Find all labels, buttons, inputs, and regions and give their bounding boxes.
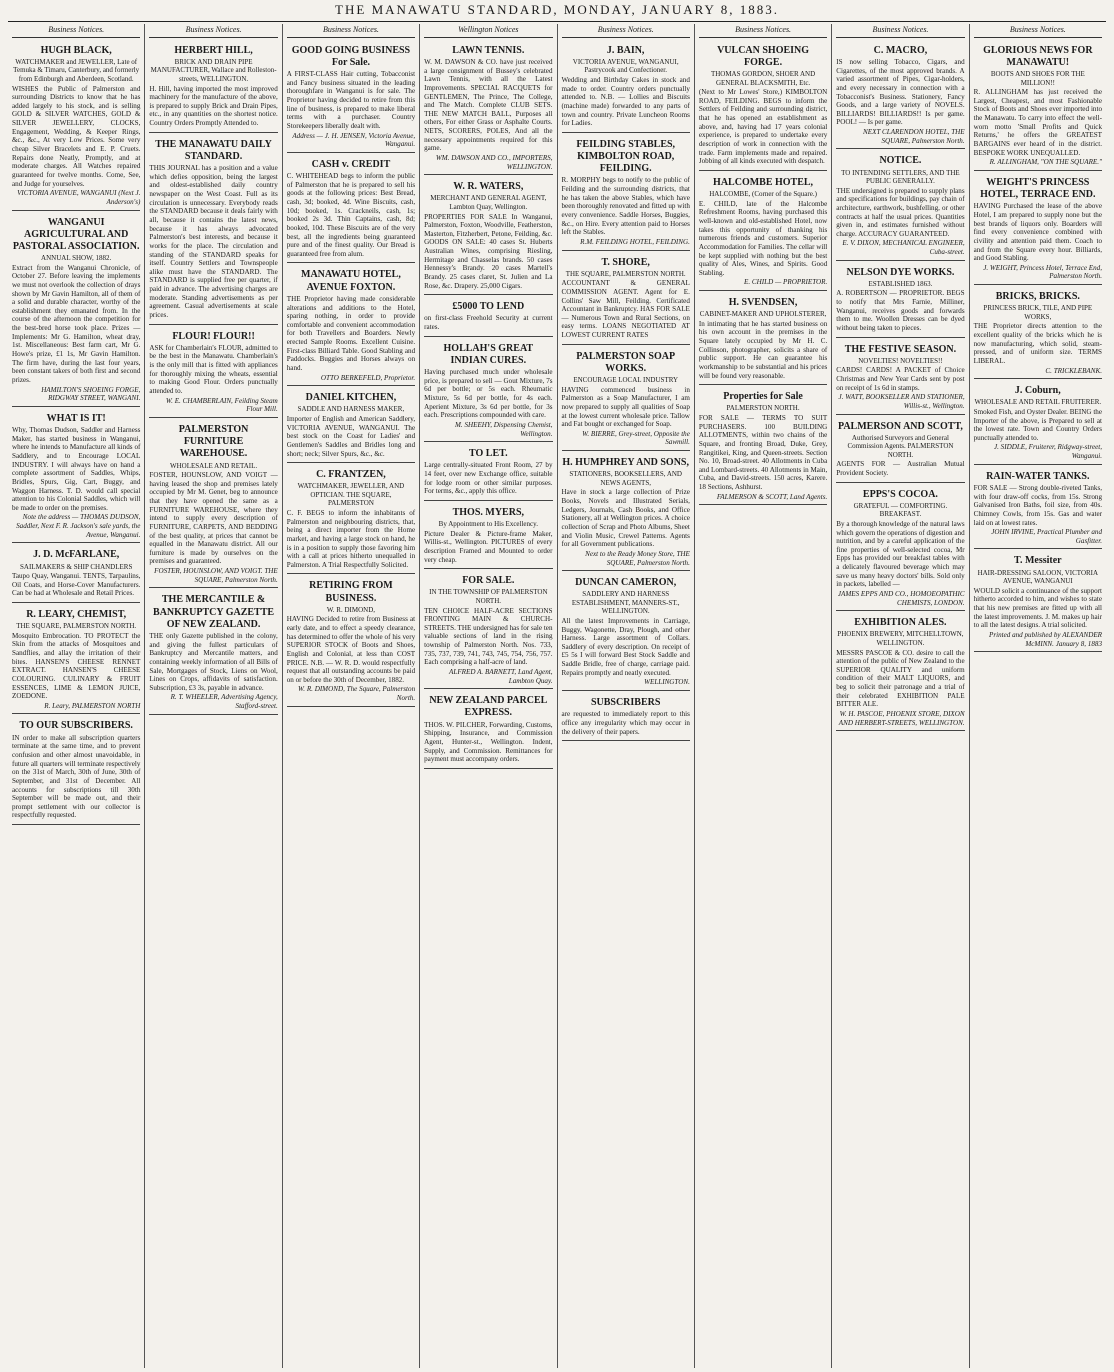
column-header: Wellington Notices xyxy=(424,24,552,38)
ad-signature: E. CHILD — PROPRIETOR. xyxy=(744,278,828,287)
ad-body: on first-class Freehold Security at current rates. xyxy=(424,314,553,332)
ad-title: TO LET. xyxy=(469,448,508,460)
advertisement xyxy=(12,605,140,714)
ad-signature: R. ALLINGHAM, "ON THE SQUARE." xyxy=(989,158,1102,167)
ad-subtitle: THOMAS GORDON, SHOER AND GENERAL BLACKSMITH, Etc. xyxy=(710,70,816,87)
ad-signature: ALFRED A. BARNETT, Land Agent, Lambton Quay. xyxy=(449,668,553,685)
ad-body: THE only Gazette published in the colony, and giving the fullest particulars of Bankruptcy and Mercantile matters, and containing weekly information of all Bills of Sale, Mortgages of Stock, Liens on Wool, Lines on Crops, affidavits of satisfaction. Subscription, £3 3s, payable in advance. xyxy=(149,631,278,692)
ad-body: WOULD solicit a continuance of the support hitherto accorded to him, and wishes to state that his new premises are fitted up with all the latest improvements. J. M. makes up hair to all the latest designs. A trial solicited. xyxy=(973,586,1102,630)
ad-title: RAIN-WATER TANKS. xyxy=(986,470,1090,482)
advertisement xyxy=(836,613,964,731)
ad-signature: Next to the Ready Money Store, THE SQUARE, Palmerston North. xyxy=(585,549,690,567)
ad-signature: JAMES EPPS AND CO., HOMOEOPATHIC CHEMISTS, LONDON. xyxy=(837,590,965,607)
ad-title: TO OUR SUBSCRIBERS. xyxy=(19,720,133,732)
advertisement xyxy=(974,287,1102,379)
ad-title: SUBSCRIBERS xyxy=(590,697,661,709)
ad-body: In intimating that he has started business on his own account in the premises in the Square lately occupied by Mr H. C. Collinson, photographer, solicits a share of public support. He can guarantee his workmanship to be substantial and his prices will be found very reasonable. xyxy=(698,319,828,380)
column-1 xyxy=(8,24,144,1368)
ad-body: FOR SALE — Strong double-riveted Tanks, with four draw-off cocks, from 15s. Strong Galvanised Iron Baths, foil size, from 40s. Chimney Cowls, from 15s. Gas and water laid on at lowest rates. xyxy=(973,483,1102,527)
ad-title: DANIEL KITCHEN, xyxy=(305,392,397,404)
ad-title: WANGANUI AGRICULTURAL AND PASTORAL ASSOCIATION. xyxy=(12,216,140,252)
ad-body: R. ALLINGHAM has just received the Largest, Cheapest, and most Fashionable Stock of Boots and Shoes ever imported into the Manawatu. To carry into effect the well-worn motto 'Small Profits and Quick Returns,' he offers the GREATEST BARGAINS ever heard of in the district. BESPOKE WORK UNEQUALLED. xyxy=(973,88,1102,157)
ad-body: IS now selling Tobacco, Cigars, and Cigarettes, of the most approved brands. A varied assortment of Pipes, Cigar-holders, and every necessary in connection with a Tobacconist's Business. Stationery, Fancy Goods, and a large variety of NOVELS. BILLIARDS! BILLIARDS!! Is per game. POOL! — Is per game. xyxy=(836,57,965,127)
masthead-rule xyxy=(8,21,1106,22)
ad-signature: VICTORIA AVENUE, WANGANUI (Next J. Anderson's) xyxy=(17,189,141,206)
advertisement xyxy=(424,571,552,689)
advertisement xyxy=(424,339,552,443)
advertisement xyxy=(287,265,415,386)
ad-title: FLOUR! FLOUR!! xyxy=(172,330,255,342)
ad-subtitle: HALCOMBE, (Corner of the Square.) xyxy=(709,190,817,199)
ad-body: A. ROBERTSON — PROPRIETOR. BEGS to notify that Mrs Farnie, Milliner, Wanganui, receives goods and forwards them to me. Woollen Dresses can be dyed without being taken to pieces. xyxy=(836,289,965,332)
ad-body: C. WHITEHEAD begs to inform the public of Palmerston that he is prepared to sell his goods at the following prices: Best Bread, cash, 3d; booked, 4d. Wine Biscuits, cash, 10d; booked, 1s. Crackneils, cash, 1s; booked 2s 3d. Thin Captains, cash, 8d; booked, 10d. These Biscuits are of the very best, all the ingredients being guaranteed pure and of the finest quality. Our Bread is guaranteed free from alum. xyxy=(286,172,416,258)
ad-subtitle: By Appointment to His Excellency. xyxy=(438,520,538,529)
ad-title: H. SVENDSEN, xyxy=(728,297,798,309)
ad-signature: J. WATT, BOOKSELLER AND STATIONER, Willis-st., Wellington. xyxy=(838,393,965,410)
ad-subtitle: VICTORIA AVENUE, WANGANUI, Pastrycook and Confectioner. xyxy=(572,57,679,75)
ad-signature: HAMILTON'S SHOEING FORGE, RIDGWAY STREET, WANGANI. xyxy=(41,385,141,403)
column-6 xyxy=(694,24,831,1368)
ad-body: THE Proprietor directs attention to the excellent quality of the bricks which he is now manufacturing, which solid, steam-pressed, and of uniform size. TERMS LIBERAL. xyxy=(973,322,1102,365)
ad-title: VULCAN SHOEING FORGE. xyxy=(717,44,810,68)
ad-title: Properties for Sale xyxy=(723,391,803,403)
ad-body: Having purchased much under wholesale price, is prepared to sell — Gout Mixture, 7s 6d per bottle; or 5s each. Rheumatic Mixture, 5s 6d per bottle, for 4s each. Aperient Mixture, 3s 6d per bottle, for 3s each. Prescriptions compounded with care. xyxy=(424,368,553,420)
ad-title: GOOD GOING BUSINESS For Sale. xyxy=(291,44,411,68)
advertisement xyxy=(149,420,277,588)
ad-subtitle: BRICK AND DRAIN PIPE MANUFACTURER, Wallace and Rolleston-streets, WELLINGTON. xyxy=(150,57,277,83)
ad-subtitle: GRATEFUL — COMFORTING. BREAKFAST. xyxy=(853,501,948,519)
ad-title: THE MERCANTILE & BANKRUPTCY GAZETTE OF NEW ZEALAND. xyxy=(153,594,275,630)
column-header: Business Notices. xyxy=(12,24,140,38)
ad-title: WHAT IS IT! xyxy=(46,412,106,424)
column-header: Business Notices. xyxy=(287,24,415,38)
ad-title: HERBERT HILL, xyxy=(174,44,253,56)
advertisement xyxy=(836,485,964,612)
ad-subtitle: SAILMAKERS & SHIP CHANDLERS xyxy=(20,562,133,571)
advertisement xyxy=(149,590,277,714)
ad-subtitle: THE SQUARE, PALMERSTON NORTH. xyxy=(565,269,686,278)
ad-body: HAVING commenced business in Palmerston as a Soap Manufacturer, I am now prepared to supply all qualities of Soap at the lowest current wholesale price. Tallow and Fat bought or exchanged for Soap. xyxy=(561,385,690,429)
ad-subtitle: MERCHANT AND GENERAL AGENT, Lambton Quay, Wellington. xyxy=(430,194,547,211)
ad-signature: W. R. DIMOND, The Square, Palmerston North. xyxy=(298,685,416,703)
advertisement xyxy=(12,545,140,603)
ad-signature: W. BIERRE, Grey-street, Opposite the Sawmill. xyxy=(582,429,690,447)
ad-body: By a thorough knowledge of the natural laws which govern the operations of digestion and nutrition, and by a careful application of the fine properties of well-selected cocoa, Mr Epps has provided our breakfast tables with a delicately flavoured beverage which may save us many heavy doctors' bills. Sold only in packets, labelled — xyxy=(836,519,965,589)
ad-signature: Address — J. H. JENSEN, Victoria Avenue, Wanganui. xyxy=(292,131,416,149)
ad-body: Importer of English and American Saddlery, VICTORIA AVENUE, WANGANUI. The best stock on the Coast for Ladies' and Gentlemen's Saddles and Bridles long and short; neck; Silver Spurs, &c., &c. xyxy=(286,414,416,458)
ad-body: THOS. W. PILCHER, Forwarding, Customs, Shipping, Insurance, and Commission Agent, Hunter-st., Wellington. Indent, Supply, and Commission. Remittances for payment must accompany orders. xyxy=(424,720,553,764)
ad-title: GLORIOUS NEWS FOR MANAWATU! xyxy=(983,44,1093,68)
ad-title: FOR SALE. xyxy=(462,575,515,587)
ad-signature: J. SIDDLE, Fruiterer, Ridgway-street, Wanganui. xyxy=(993,443,1102,461)
ad-subtitle: PALMERSTON NORTH. xyxy=(726,404,800,413)
ad-signature: M. SHEEHY, Dispensing Chemist, Wellington. xyxy=(455,420,553,438)
ad-signature: NEXT CLARENDON HOTEL, THE SQUARE, Palmerston North. xyxy=(863,128,965,145)
ad-title: NELSON DYE WORKS. xyxy=(846,266,955,278)
ad-title: DUNCAN CAMERON, xyxy=(575,577,677,589)
ad-title: T. Messiter xyxy=(1014,555,1062,567)
ad-body: Why, Thomas Dudson, Saddler and Harness Maker, has started business in Wanganui, where he intends to Manufacture all kinds of Saddlery, and to Encourage LOCAL INDUSTRY. I will always have on hand a complete assortment of Saddles, Whips, Bridles, Spurs, Gig, Cart, Buggy, and Waggon Harness. T. D. would call special attention to his Colonial Saddles, which will be made to order on the premises. xyxy=(12,426,141,512)
ad-title: J. D. McFARLANE, xyxy=(33,549,120,561)
advertisement xyxy=(699,387,827,505)
ad-title: PALMERSTON SOAP WORKS. xyxy=(576,350,676,374)
advertisement xyxy=(424,691,552,769)
ad-title: C. MACRO, xyxy=(873,44,928,56)
ad-signature: R. T. WHEELER, Advertising Agency, Stafford-street. xyxy=(170,693,278,711)
ad-body: MESSRS PASCOE & CO. desire to call the attention of the public of New Zealand to the SUPERIOR QUALITY and uniform condition of their MALT LIQUORS, and beg to solicit their patronage and a trial of their celebrated EXHIBITION PALE BITTER ALE. xyxy=(836,648,965,709)
ad-signature: E. V. DIXON, MECHANICAL ENGINEER, Cuba-street. xyxy=(842,239,965,257)
ad-body: THIS JOURNAL has a position and a value which defies opposition, being the largest and oldest-established daily country newspaper on the West Coast. Full as its circulation is unnecessary. Everybody reads the STANDARD because it deals fairly with all, because it contains the latest news, because it has always advocated Palmerston's best interests, and because it works for the place. The circulation and standing of the STANDARD speaks for itself. Country Settlers and Townspeople alike must have the STANDARD. The STANDARD is supplied free per quarter, if paid in advance. The advertising charges are moderate. Standing advertisements as per agreement. Casual advertisements at scale prices. xyxy=(149,164,278,319)
ad-body: E. CHILD, late of the Halcombe Refreshment Rooms, having purchased this well-known and old-established Hotel, now takes this opportunity of thanking his numerous friends and customers. Superior Accommodation for Families. The cellar will be kept supplied with nothing but the best quality of Ales, Wines, and Spirits. Good Stabling. xyxy=(698,199,828,277)
advertisement xyxy=(699,293,827,385)
advertisement xyxy=(699,173,827,291)
ad-subtitle: Authorised Surveyors and General Commission Agents. PALMERSTON NORTH. xyxy=(847,433,954,459)
ad-signature: WELLINGTON. xyxy=(644,678,690,687)
ad-title: PALMERSON AND SCOTT, xyxy=(837,420,963,432)
advertisement xyxy=(424,41,552,176)
ad-title: C. FRANTZEN, xyxy=(316,469,386,481)
ad-title: RETIRING FROM BUSINESS. xyxy=(309,580,393,604)
column-header: Business Notices. xyxy=(836,24,964,38)
advertisement xyxy=(287,576,415,706)
ad-title: W. R. WATERS, xyxy=(453,181,524,193)
advertisement xyxy=(149,41,277,133)
ad-subtitle: WATCHMAKER and JEWELLER, Late of Temuka & Timaru, Canterbury, and formerly from Edinburgh and Aberdeen, Scotland. xyxy=(13,57,140,83)
ad-subtitle: CABINET-MAKER AND UPHOLSTERER, xyxy=(699,310,827,319)
advertisement xyxy=(562,693,690,741)
ad-title: EXHIBITION ALES. xyxy=(854,617,947,629)
advertisement xyxy=(562,573,690,691)
column-2 xyxy=(144,24,281,1368)
column-3 xyxy=(282,24,419,1368)
ad-subtitle: THE SQUARE, PALMERSTON NORTH. xyxy=(16,622,137,631)
ad-subtitle: ANNUAL SHOW, 1882. xyxy=(41,254,112,263)
advertisement xyxy=(562,253,690,345)
ad-body: FOR SALE — TERMS TO SUIT PURCHASERS. 100 BUILDING ALLOTMENTS, within two chains of the Square, and fronting Broad, Duke, Grey, Rangitikei, King, and Queen-streets. Section No. 10, Broad-street. 40 Allotments in Cuba and Lombard-streets. 40 Allotments in Main, Cuba, and David-streets. 150 acres, Karere. 18 Sections, Ashhurst. xyxy=(698,414,828,492)
advertisement xyxy=(287,41,415,153)
column-header: Business Notices. xyxy=(699,24,827,38)
ad-subtitle: SADDLERY AND HARNESS ESTABLISHMENT, MANNERS-ST., WELLINGTON. xyxy=(571,590,680,616)
ad-body: Large centrally-situated Front Room, 27 by 14 feet, over new Exchange office, suitable for lodge room or other similar purposes. For terms, &c., apply this office. xyxy=(424,461,553,496)
advertisement xyxy=(974,467,1102,550)
ad-body: CARDS! CARDS! A PACKET of Choice Christmas and New Year Cards sent by post on receipt of 1s 6d in stamps. xyxy=(836,366,965,392)
ad-subtitle: STATIONERS, BOOKSELLERS, AND NEWS AGENTS, xyxy=(569,470,682,487)
advertisement xyxy=(424,503,552,569)
advertisement xyxy=(836,263,964,338)
advertisement xyxy=(287,388,415,463)
ad-title: PALMERSTON FURNITURE WAREHOUSE. xyxy=(178,423,249,460)
ad-body: TEN CHOICE HALF-ACRE SECTIONS FRONTING MAIN & CHURCH-STREETS. THE undersigned has for sale ten valuable sections of land in the rising township of Palmerston North. Nos. 733, 735, 737, 739, 741, 743, 745, 754, 756, 757. Each comprising a half-acre of land. xyxy=(424,606,553,667)
advertisement xyxy=(974,41,1102,171)
ad-title: R. LEARY, CHEMIST, xyxy=(26,609,127,620)
ad-signature: J. WEIGHT, Princess Hotel, Terrace End, Palmerston North. xyxy=(983,263,1102,281)
ad-signature: W. E. CHAMBERLAIN, Feilding Steam Flour Mill. xyxy=(165,396,278,414)
advertisement xyxy=(974,381,1102,465)
ad-body: are requested to immediately report to this office any irregularity which may occur in the delivery of their papers. xyxy=(561,710,690,736)
ad-signature: FALMERSON & SCOTT, Land Agents. xyxy=(716,492,828,501)
ad-signature: OTTO BERKEFELD, Proprietor. xyxy=(320,373,416,382)
ad-subtitle: WHOLESALE AND RETAIL. xyxy=(170,461,258,470)
advertisement xyxy=(836,417,964,483)
ad-body: THE Proprietor having made considerable alterations and additions to the Hotel, sparing nothing, in order to provide comfortable and convenient accommodation for both Travellers and Boarders. Newly erected Sample Rooms. Excellent Cuisine. First-class Billiard Table. Good Stabling and Paddocks. Buggies and Horses always on hand. xyxy=(286,294,416,372)
ad-subtitle: IN THE TOWNSHIP OF PALMERSTON NORTH. xyxy=(429,588,548,605)
ad-title: NOTICE. xyxy=(879,155,922,167)
ad-body: Wedding and Birthday Cakes in stock and made to order. Country orders punctually attended to. N.B. — Lollies and Biscuits (machine made) forwarded to any parts of town and country. Private Luncheon Rooms for Ladies. xyxy=(561,76,690,128)
ad-subtitle: PRINCESS BRICK, TILE, AND PIPE WORKS, xyxy=(983,304,1093,321)
ad-title: HALCOMBE HOTEL, xyxy=(713,176,814,188)
advertisement xyxy=(287,155,415,264)
ad-subtitle: WHOLESALE AND RETAIL FRUITERER. xyxy=(974,398,1102,407)
ad-body: R. MORPHY begs to notify to the public of Feilding and the surrounding districts, that he has taken the above Stables, which have been thoroughly renovated and fitted up with every convenience. Saddle Horses, Buggies, &c., on Hire. Every attention paid to Horses left the Stables. xyxy=(561,176,690,237)
column-header: Business Notices. xyxy=(974,24,1102,38)
column-header: Business Notices. xyxy=(562,24,690,38)
ad-body: HAVING Decided to retire from Business at early date, and to effect a speedy clearance, has determined to offer the whole of his very SUPERIOR STOCK of Boots and Shoes, English and Colonial, at less than COST PRICE. N.B. — W. R. D. would respectfully request that all outstanding accounts be paid on or before the 30th of December, 1882. xyxy=(286,615,416,684)
column-header: Business Notices. xyxy=(149,24,277,38)
ad-body: Taupo Quay, Wanganui. TENTS, Tarpaulins, Oil Coats, and Horse-Cover Manufacturers. Can be had at Wholesale and Retail Prices. xyxy=(12,572,141,598)
ad-body: C. F. BEGS to inform the inhabitants of Palmerston and neighbouring districts, that, being a direct importer from the Home market, and having a large stock on hand, he is in a position to supply those favoring him with a call at prices hitherto unequalled in Palmerston. A Trial Respectfully Solicited. xyxy=(286,508,416,569)
advertisement xyxy=(12,41,140,211)
column-8 xyxy=(969,24,1106,1368)
ad-subtitle: BOOTS AND SHOES FOR THE MILLION!! xyxy=(990,70,1085,87)
ad-signature: JOHN IRVINE, Practical Plumber and Gasfitter. xyxy=(991,528,1102,545)
newspaper-columns xyxy=(8,24,1106,1368)
ad-signature: R. Leary, PALMERSTON NORTH xyxy=(44,701,141,710)
ad-body: AGENTS FOR — Australian Mutual Provident Society. xyxy=(836,460,965,477)
ad-title: EPPS'S COCOA. xyxy=(862,488,938,500)
ad-signature: C. TRICKLEBANK. xyxy=(1045,366,1102,375)
ad-signature: FOSTER, HOUNSLOW, AND VOIGT. THE SQUARE, Palmerston North. xyxy=(154,567,278,584)
ad-signature: Note the address — THOMAS DUDSON, Saddler, Next F. R. Jackson's sale yards, the Avenue, Wanganui. xyxy=(16,513,141,539)
ad-title: T. SHORE, xyxy=(601,256,650,268)
ad-signature: R.M. FEILDING HOTEL, FEILDING. xyxy=(580,237,690,246)
advertisement xyxy=(149,327,277,418)
advertisement xyxy=(12,716,140,825)
ad-body: A FIRST-CLASS Hair cutting, Tobacconist and Fancy business situated in the leading thoroughfare in Wanganui is for sale. The Proprietor having decided to retire from this line of business, is prepared to make liberal terms with a purchaser. Country Storekeepers liberally dealt with. xyxy=(286,70,416,130)
ad-body: (Next to Mr Lowes' Store,) KIMBOLTON ROAD, FEILDING. BEGS to inform the Settlers of Feilding and surrounding district, that he has opened an establishment as above, and, having had 17 years colonial experience, is prepared to undertake every description of work in connection with the trade. Farm implements made and repaired. Jobbing of all kinds executed with despatch. xyxy=(698,88,828,166)
advertisement xyxy=(974,551,1102,652)
ad-body: THE undersigned is prepared to supply plans and specifications for buildings, pay chain of architecture, earthwork, bushfelling, or other contracts at half the usual prices. Quantities given in, and estimates furnished without charge. ACCURACY GUARANTEED. xyxy=(836,186,965,238)
ad-title: THE MANAWATU DAILY STANDARD. xyxy=(155,138,272,162)
ad-title: £5000 TO LEND xyxy=(452,301,525,313)
advertisement xyxy=(424,177,552,295)
ad-title: J. BAIN, xyxy=(606,44,645,56)
ad-title: WEIGHT'S PRINCESS HOTEL, TERRACE END. xyxy=(980,176,1096,201)
column-4 xyxy=(419,24,556,1368)
ad-subtitle: ESTABLISHED 1863. xyxy=(868,279,933,288)
ad-title: THOS. MYERS, xyxy=(452,507,525,518)
ad-body: Mosquito Embrocation. TO PROTECT the Skin from the attacks of Mosquitoes and Sandflies, and allay the irritation of their bites. HANSEN'S CHEESE RENNET EXTRACT. HANSEN'S CHEESE COLOURING. CULINARY & FRUIT ESSENCES, LIME & LEMON JUICE, ZOEDONE. xyxy=(12,631,141,701)
ad-body: W. M. DAWSON & CO. have just received a large consignment of Bussey's celebrated Lawn Tennis, with all the Latest Improvements. SPECIAL RACQUETS for GENTLEMEN, The Prince, The College, and The Match. Complete CLUB SETS. THE NEW MATCH BALL, Purposes all others, For either Grass or Asphalte Courts. NETS, SCORERS, POLES, And all the necessary appointments required for this game. xyxy=(424,57,553,153)
ad-body: ASK for Chamberlain's FLOUR, admitted to be the best in the Manawatu. Chamberlain's is the only mill that is fitted with appliances for thoroughly mixing the wheats, essential to making Good Flour. Orders punctually attended to. xyxy=(149,343,278,396)
ad-body: HAVING Purchased the lease of the above Hotel, I am prepared to supply none but the best brands of liquors only. Boarders will find every convenience combined with civility and attention paid them. Coach to and from the Square every hour. Billiards, and Good Stabling. xyxy=(973,202,1102,263)
ad-body: FOSTER, HOUNSLOW, AND VOIGT — having leased the shop and premises lately occupied by Mr M. Genet, beg to announce that they have opened the same as a FURNITURE WAREHOUSE, where they intend to supply every description of FURNITURE, CARPETS, AND BEDDING of the best quality, at prices that cannot be equalled in the Manawatu district. All our furniture is made by ourselves on the premises and guaranteed. xyxy=(149,471,278,566)
ad-title: H. HUMPHREY AND SONS, xyxy=(562,457,689,469)
ad-title: THE FESTIVE SEASON. xyxy=(844,343,957,355)
ad-body: H. Hill, having imported the most improved machinery for the manufacture of the above, is prepared to supply Brick and Drain Pipes, etc., in any quantities on the shortest notice. Country Orders Promptly Attended to. xyxy=(149,84,278,128)
masthead: THE MANAWATU STANDARD, MONDAY, JANUARY 8, 1883. xyxy=(335,2,779,17)
ad-subtitle: WATCHMAKER, JEWELLER, AND OPTICIAN. THE SQUARE, PALMERSTON xyxy=(297,482,405,508)
ad-title: HUGH BLACK, xyxy=(40,44,112,56)
advertisement xyxy=(12,213,140,407)
ad-subtitle: TO INTENDING SETTLERS, AND THE PUBLIC GENERALLY. xyxy=(841,168,960,186)
ad-title: FEILDING STABLES, KIMBOLTON ROAD, FEILDING. xyxy=(576,138,676,175)
ad-title: CASH v. CREDIT xyxy=(311,158,391,170)
ad-body: WISHES the Public of Palmerston and surrounding Districts to know that he has added largely to his stock, and is selling GOLD & SILVER WATCHES, GOLD & SILVER JEWELLERY, CLOCKS, Engagement, Wedding, & Keeper Rings, &c., &c., At very Low Prices. Some very cheap Silver Bracelets and E. P. Cruets. Repairs done Neatly, Promptly, and at moderate charges. All Watches repaired guaranteed for twelve months. Come, See, and Judge for yourselves. xyxy=(12,84,141,188)
ad-subtitle: SADDLE AND HARNESS MAKER, xyxy=(297,405,405,414)
ad-subtitle: PHOENIX BREWERY, MITCHELLTOWN, WELLINGTON. xyxy=(837,630,964,647)
ad-body: All the latest Improvements in Carriage, Buggy, Wagonette, Dray, Plough, and other Harness. Large assortment of Collars. Saddlery of every description. On receipt of £5 5s I will forward Best Stock Saddle and Saddle Bridle, free of charge, carriage paid. Repairs promptly and neatly executed. xyxy=(561,616,690,677)
ad-title: BRICKS, BRICKS. xyxy=(995,291,1080,303)
ad-title: LAWN TENNIS. xyxy=(452,44,525,56)
ad-body: IN order to make all subscription quarters terminate at the same time, and to prevent confusion and other almost unavoidable, in future all quarters will terminate respectively on the 31st of March, 30th of June, 30th of September, and 31st of December. All accounts for subscriptions till 30th September will be made out, and their prompt settlement with our collector is respectfully requested. xyxy=(12,733,141,820)
advertisement xyxy=(149,135,277,325)
advertisement xyxy=(836,151,964,260)
ad-subtitle: W. R. DIMOND, xyxy=(326,605,376,614)
column-5 xyxy=(557,24,694,1368)
advertisement xyxy=(836,340,964,415)
advertisement xyxy=(287,465,415,574)
ad-body: ACCOUNTANT & GENERAL COMMISSION AGENT. Agent for E. Collins' Saw Mill, Feilding. Certificated Accountant in Bankruptcy. HAS FOR SALE — Numerous Town and Rural Sections, on easy terms. LOANS NEGOTIATED AT LOWEST CURRENT RATES xyxy=(561,279,690,340)
advertisement xyxy=(424,297,552,336)
ad-body: PROPERTIES FOR SALE In Wanganui, Palmerston, Foxton, Woodville, Featherston, Masterton, Fitzherbert, Petone, Feilding, &c. GOODS ON SALE: 40 cases St. Huberts Australian Wines, comprising Riesling, Hermitage and Chasselas brands. 50 cases Hennessy's Brandy. 20 cases Martell's Brandy. 25 cases claret, St. Julien and La Rose, &c. Drapery. 25,000 Cigars. xyxy=(424,212,553,290)
ad-title: MANAWATU HOTEL, AVENUE FOXTON. xyxy=(301,269,401,293)
ad-signature: WM. DAWSON AND CO., IMPORTERS, WELLINGTON. xyxy=(435,153,553,171)
advertisement xyxy=(836,41,964,150)
ad-title: J. Coburn, xyxy=(1014,385,1061,397)
ad-signature: W. H. PASCOE, PHOENIX STORE, DIXON AND HERBERT-STREETS, WELLINGTON. xyxy=(838,710,965,727)
advertisement xyxy=(699,41,827,171)
advertisement xyxy=(12,409,140,544)
ad-body: Smoked Fish, and Oyster Dealer. BEING the Importer of the above, is Prepared to sell at the lowest rate. Town and Country Orders punctually attended to. xyxy=(973,407,1102,442)
ad-body: Extract from the Wanganui Chronicle, of October 27. Before leaving the implements we must not overlook the collection of drays shown by Mr Gavin Hamilton, all of them of a solid and durable character, worthy of the establishment they emanated from. In the course of the afternoon the competition for the best-bred horse took place. Prizes — Implements: Mr G. Hamilton, wheat dray, 1st. Miscellaneous: Best farm cart, Mr G. Howe's prize, £1 1s, Mr Gavin Hamilton. The firm have, during the last four years, been constant takers of both first and second prizes. xyxy=(12,263,141,384)
ad-body: Have in stock a large collection of Prize Books, Novels and Illustrated Serials, Ledgers, Journals, Cash Books, and Office Stationery, all at Wellington prices. A choice collection of Scrap and Photo Albums, Sheet and Violin Music, Crewel Patterns. Agents for all Government publications. xyxy=(561,488,690,549)
column-7 xyxy=(831,24,968,1368)
advertisement xyxy=(562,453,690,571)
ad-subtitle: ENCOURAGE LOCAL INDUSTRY xyxy=(573,376,679,385)
ad-signature: Printed and published by ALEXANDER McMINN. January 8, 1883 xyxy=(989,630,1102,648)
advertisement xyxy=(974,173,1102,285)
advertisement xyxy=(424,444,552,501)
advertisement xyxy=(562,41,690,133)
ad-subtitle: NOVELTIES! NOVELTIES!! xyxy=(858,356,943,365)
ad-body: Picture Dealer & Picture-frame Maker, Willis-st., Wellington. PICTURES of every description Framed and Mounted to order very cheap. xyxy=(424,529,553,564)
ad-subtitle: HAIR-DRESSING SALOON, VICTORIA AVENUE, WANGANUI xyxy=(977,568,1099,586)
advertisement xyxy=(562,347,690,451)
advertisement xyxy=(562,135,690,251)
ad-title: NEW ZEALAND PARCEL EXPRESS. xyxy=(429,695,548,719)
ad-title: HOLLAH'S GREAT INDIAN CURES. xyxy=(443,342,534,366)
